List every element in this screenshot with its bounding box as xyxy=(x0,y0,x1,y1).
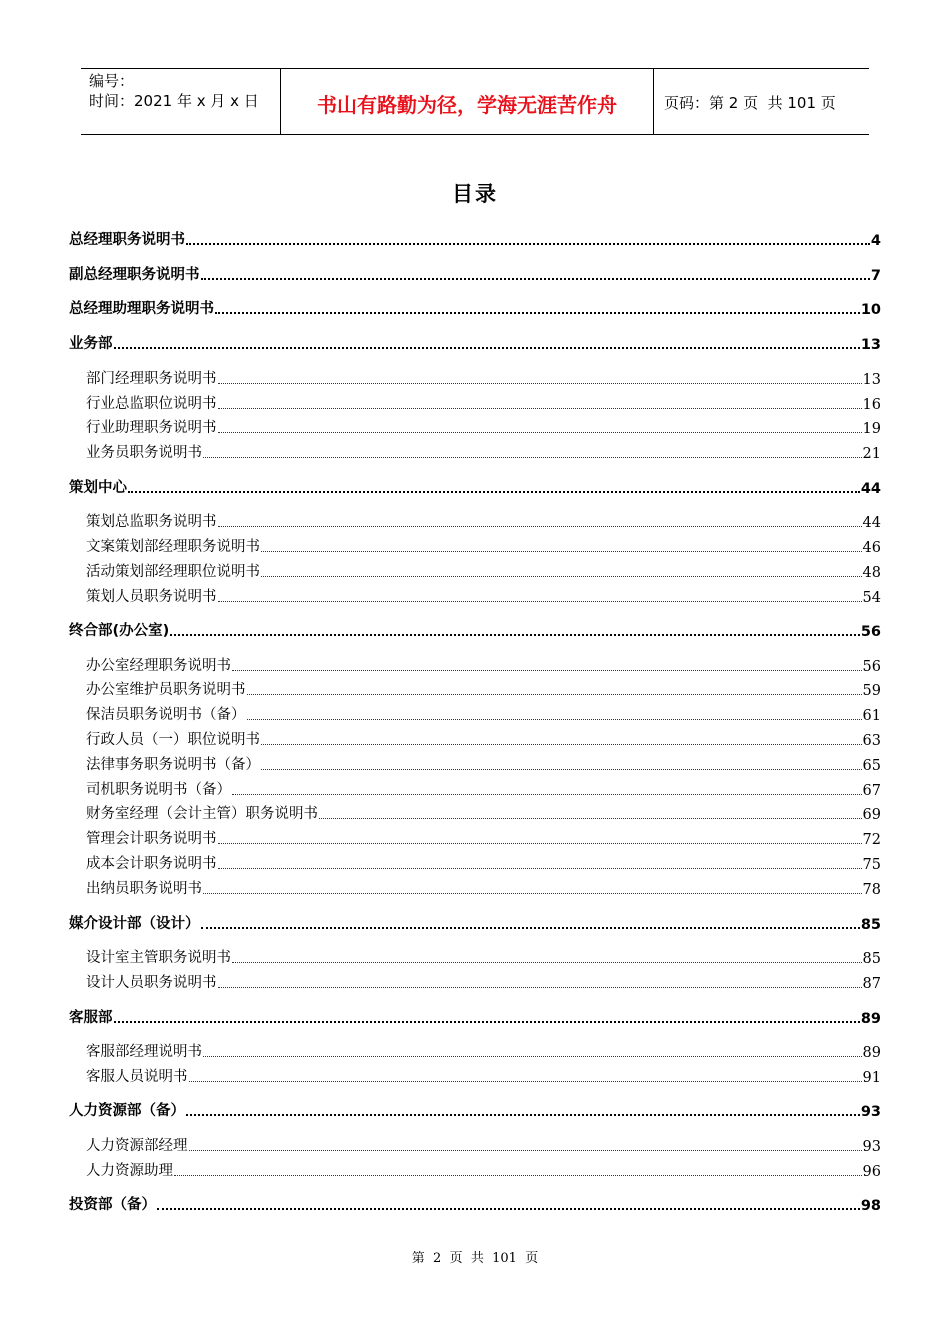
toc-subsection-entry[interactable] xyxy=(69,653,881,675)
toc-leader-dots xyxy=(261,535,862,552)
toc-leader-dots xyxy=(189,1134,862,1151)
toc-entry-label: 行政人员（一）职位说明书 xyxy=(86,732,260,748)
toc-leader-dots xyxy=(203,441,862,458)
toc-entry-label: 设计人员职务说明书 xyxy=(86,975,217,991)
toc-leader-dots xyxy=(232,946,862,963)
toc-entry-label: 副总经理职务说明书 xyxy=(69,267,200,283)
toc-entry-page: 67 xyxy=(862,783,881,799)
date-label: 时间：2021 年 x 月 x 日 xyxy=(89,92,259,110)
toc-section-entry[interactable] xyxy=(69,331,881,353)
document-header xyxy=(81,68,869,135)
toc-entry-label: 活动策划部经理职位说明书 xyxy=(86,564,260,580)
toc-entry-label: 策划中心 xyxy=(69,480,127,496)
toc-leader-dots xyxy=(247,703,862,720)
toc-entry-label: 财务室经理（会计主管）职务说明书 xyxy=(86,806,318,822)
toc-entry-page: 54 xyxy=(862,590,881,606)
toc-entry-page: 56 xyxy=(862,659,881,675)
toc-subsection-entry[interactable] xyxy=(69,677,881,699)
toc-entry-label: 文案策划部经理职务说明书 xyxy=(86,539,260,555)
page-info-text: 页码：第 2 页 共 101 页 xyxy=(664,94,836,112)
toc-subsection-entry[interactable] xyxy=(69,826,881,848)
toc-leader-dots xyxy=(247,678,862,695)
toc-subsection-entry[interactable] xyxy=(69,851,881,873)
toc-leader-dots xyxy=(218,971,862,988)
toc-leader-dots xyxy=(174,1159,862,1176)
toc-entry-page: 13 xyxy=(860,337,881,353)
page-footer: 第 2 页 共 101 页 xyxy=(411,1251,539,1266)
toc-leader-dots xyxy=(218,510,862,527)
toc-leader-dots xyxy=(201,262,870,280)
toc-section-entry[interactable] xyxy=(69,1098,881,1120)
toc-entry-page: 98 xyxy=(860,1198,881,1214)
toc-entry-label: 策划人员职务说明书 xyxy=(86,589,217,605)
toc-title: 目录 xyxy=(452,182,498,206)
toc-entry-page: 75 xyxy=(862,857,881,873)
toc-leader-dots xyxy=(186,1098,860,1116)
toc-leader-dots xyxy=(232,778,862,795)
toc-entry-page: 87 xyxy=(862,976,881,992)
serial-label: 编号： xyxy=(89,72,135,90)
toc-entry-label: 业务员职务说明书 xyxy=(86,445,202,461)
toc-entry-page: 96 xyxy=(862,1164,881,1180)
toc-subsection-entry[interactable] xyxy=(69,727,881,749)
toc-entry-label: 办公室经理职务说明书 xyxy=(86,658,231,674)
toc-entry-page: 72 xyxy=(862,832,881,848)
toc-entry-page: 85 xyxy=(862,951,881,967)
toc-leader-dots xyxy=(218,416,862,433)
toc-entry-label: 人力资源部经理 xyxy=(86,1138,188,1154)
toc-entry-label: 客服部经理说明书 xyxy=(86,1044,202,1060)
toc-leader-dots xyxy=(261,753,862,770)
toc-entry-page: 89 xyxy=(860,1011,881,1027)
toc-subsection-entry[interactable] xyxy=(69,440,881,462)
toc-subsection-entry[interactable] xyxy=(69,752,881,774)
toc-leader-dots xyxy=(218,852,862,869)
toc-leader-dots xyxy=(232,654,862,671)
toc-subsection-entry[interactable] xyxy=(69,1064,881,1086)
toc-entry-label: 管理会计职务说明书 xyxy=(86,831,217,847)
toc-entry-page: 59 xyxy=(862,683,881,699)
toc-subsection-entry[interactable] xyxy=(69,777,881,799)
toc-entry-page: 93 xyxy=(860,1104,881,1120)
toc-entry-label: 人力资源部（备） xyxy=(69,1103,185,1119)
toc-entry-page: 65 xyxy=(862,758,881,774)
toc-entry-page: 44 xyxy=(860,481,881,497)
toc-subsection-entry[interactable] xyxy=(69,1133,881,1155)
toc-leader-dots xyxy=(203,1040,862,1057)
toc-entry-label: 司机职务说明书（备） xyxy=(86,782,231,798)
toc-entry-page: 78 xyxy=(862,882,881,898)
toc-entry-label: 媒介设计部（设计） xyxy=(69,916,200,932)
toc-entry-page: 13 xyxy=(862,372,881,388)
toc-subsection-entry[interactable] xyxy=(69,1039,881,1061)
toc-section-entry[interactable] xyxy=(69,475,881,497)
toc-subsection-entry[interactable] xyxy=(69,509,881,531)
toc-entry-label: 业务部 xyxy=(69,336,113,352)
toc-subsection-entry[interactable] xyxy=(69,584,881,606)
toc-entry-label: 策划总监职务说明书 xyxy=(86,514,217,530)
toc-entry-page: 16 xyxy=(862,397,881,413)
toc-entry-label: 保洁员职务说明书（备） xyxy=(86,707,246,723)
toc-subsection-entry[interactable] xyxy=(69,534,881,556)
toc-entry-label: 行业助理职务说明书 xyxy=(86,420,217,436)
toc-entry-label: 法律事务职务说明书（备） xyxy=(86,757,260,773)
toc-subsection-entry[interactable] xyxy=(69,876,881,898)
toc-entry-page: 61 xyxy=(862,708,881,724)
toc-section-entry[interactable] xyxy=(69,227,881,249)
toc-entry-page: 19 xyxy=(862,421,881,437)
toc-entry-page: 4 xyxy=(870,233,881,249)
toc-leader-dots xyxy=(218,367,862,384)
toc-leader-dots xyxy=(114,331,860,349)
toc-entry-page: 91 xyxy=(862,1070,881,1086)
toc-section-entry[interactable] xyxy=(69,911,881,933)
toc-entry-page: 21 xyxy=(862,446,881,462)
toc-leader-dots xyxy=(189,1065,862,1082)
toc-section-entry[interactable] xyxy=(69,618,881,640)
toc-entry-page: 69 xyxy=(862,807,881,823)
toc-entry-page: 56 xyxy=(860,624,881,640)
toc-entry-page: 46 xyxy=(862,540,881,556)
toc-entry-label: 部门经理职务说明书 xyxy=(86,371,217,387)
toc-entry-label: 客服人员说明书 xyxy=(86,1069,188,1085)
toc-entry-label: 成本会计职务说明书 xyxy=(86,856,217,872)
toc-entry-label: 办公室维护员职务说明书 xyxy=(86,682,246,698)
toc-entry-label: 客服部 xyxy=(69,1010,113,1026)
toc-leader-dots xyxy=(261,728,862,745)
toc-section-entry[interactable] xyxy=(69,262,881,284)
toc-entry-page: 89 xyxy=(862,1045,881,1061)
toc-section-entry[interactable] xyxy=(69,1192,881,1214)
toc-entry-label: 终合部(办公室) xyxy=(69,623,170,639)
toc-entry-page: 48 xyxy=(862,565,881,581)
toc-entry-page: 93 xyxy=(862,1139,881,1155)
toc-subsection-entry[interactable] xyxy=(69,391,881,413)
toc-leader-dots xyxy=(186,227,870,245)
toc-subsection-entry[interactable] xyxy=(69,415,881,437)
toc-entry-label: 总经理职务说明书 xyxy=(69,232,185,248)
toc-section-entry[interactable] xyxy=(69,296,881,318)
toc-leader-dots xyxy=(215,296,860,314)
toc-entry-label: 投资部（备） xyxy=(69,1197,156,1213)
toc-leader-dots xyxy=(218,585,862,602)
toc-entry-label: 行业总监职位说明书 xyxy=(86,396,217,412)
toc-leader-dots xyxy=(203,877,862,894)
toc-subsection-entry[interactable] xyxy=(69,366,881,388)
toc-subsection-entry[interactable] xyxy=(69,1158,881,1180)
toc-entry-page: 44 xyxy=(862,515,881,531)
toc-leader-dots xyxy=(319,802,862,819)
toc-entry-page: 63 xyxy=(862,733,881,749)
toc-entry-label: 设计室主管职务说明书 xyxy=(86,950,231,966)
toc-entry-label: 出纳员职务说明书 xyxy=(86,881,202,897)
toc-entry-page: 85 xyxy=(860,917,881,933)
toc-subsection-entry[interactable] xyxy=(69,559,881,581)
toc-subsection-entry[interactable] xyxy=(69,945,881,967)
toc-subsection-entry[interactable] xyxy=(69,702,881,724)
toc-leader-dots xyxy=(157,1192,860,1210)
toc-section-entry[interactable] xyxy=(69,1005,881,1027)
toc-leader-dots xyxy=(218,827,862,844)
toc-subsection-entry[interactable] xyxy=(69,970,881,992)
toc-entry-page: 7 xyxy=(870,268,881,284)
toc-leader-dots xyxy=(201,911,860,929)
toc-leader-dots xyxy=(114,1005,860,1023)
header-page-info xyxy=(654,69,869,134)
toc-leader-dots xyxy=(128,475,860,493)
toc-leader-dots xyxy=(218,392,862,409)
toc-leader-dots xyxy=(261,560,862,577)
toc-entry-label: 人力资源助理 xyxy=(86,1163,173,1179)
toc-leader-dots xyxy=(170,618,860,636)
toc-entry-page: 10 xyxy=(860,302,881,318)
toc-subsection-entry[interactable] xyxy=(69,801,881,823)
header-motto: 书山有路勤为径，学海无涯苦作舟 xyxy=(281,69,654,134)
header-meta xyxy=(81,69,281,134)
toc-entry-label: 总经理助理职务说明书 xyxy=(69,301,214,317)
